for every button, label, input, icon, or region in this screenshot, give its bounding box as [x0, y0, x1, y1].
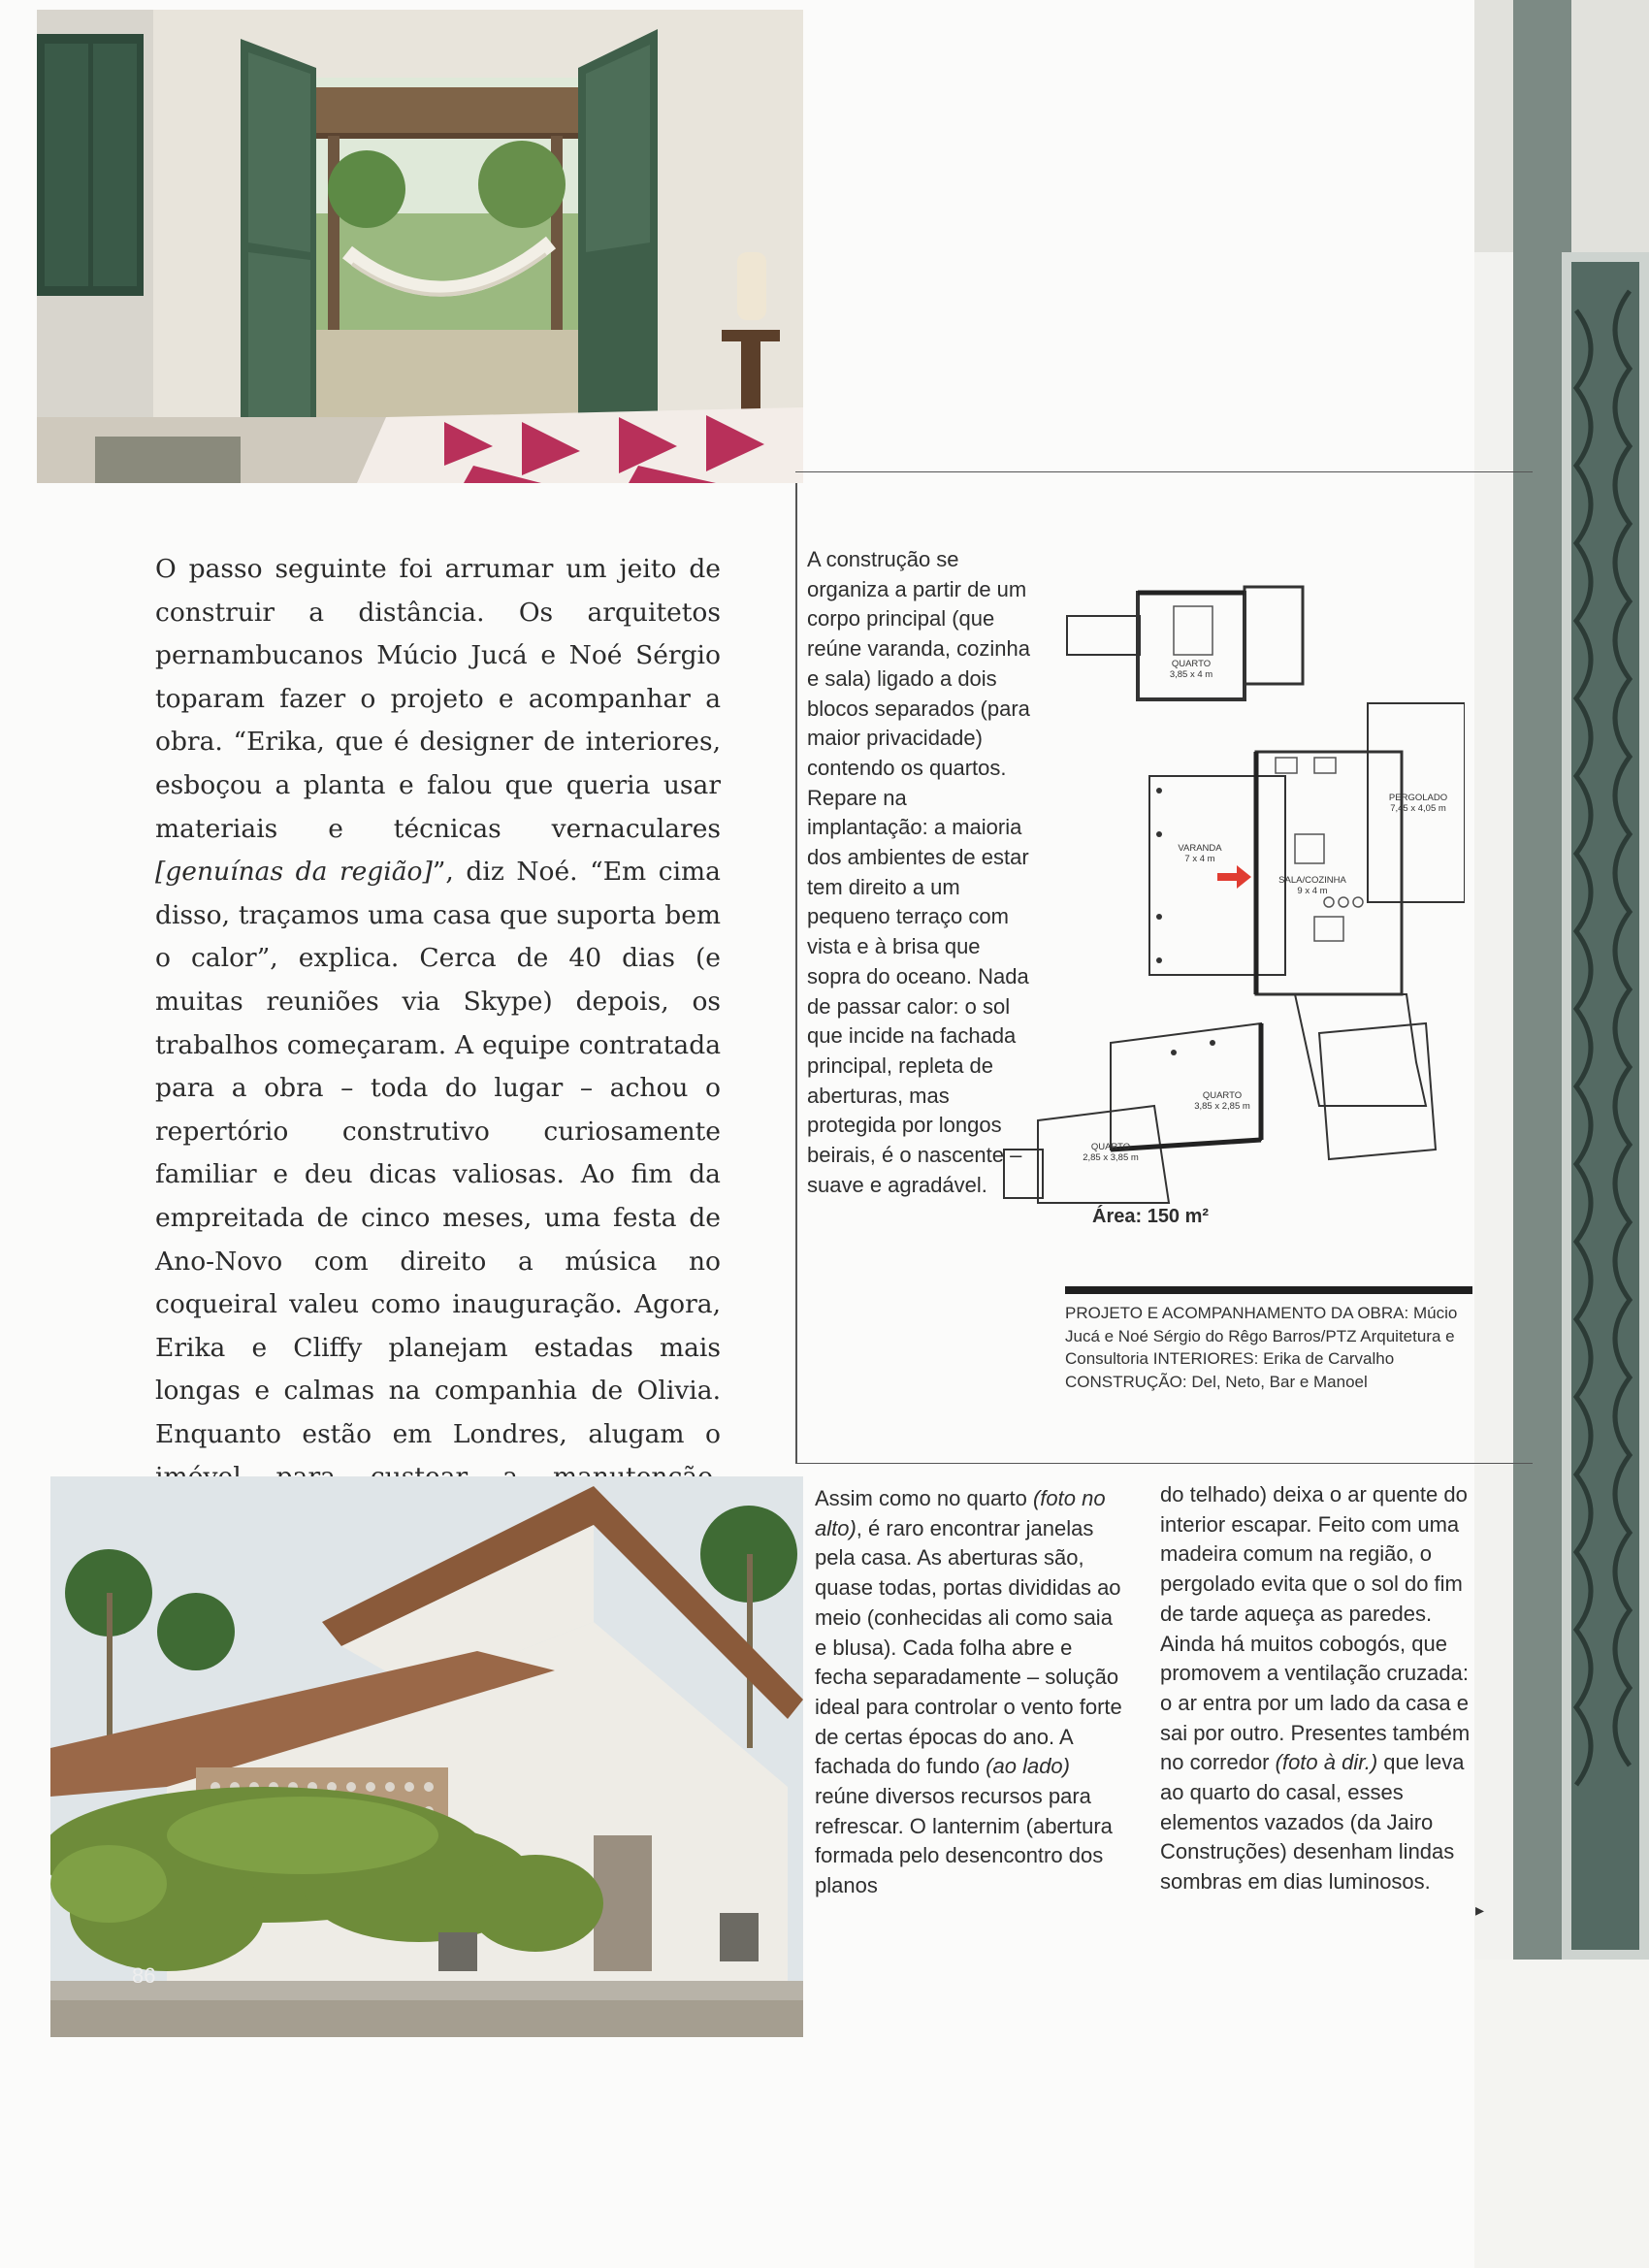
plan-label-pergolado-size: 7,45 x 4,05 m — [1390, 803, 1446, 814]
column-2-italic1: (foto à dir.) — [1275, 1750, 1378, 1775]
plan-quarto-top — [1138, 593, 1245, 699]
text-column-1 — [815, 1484, 1130, 1901]
plan-label-quarto-1-size: 3,85 x 4 m — [1169, 669, 1213, 680]
credits-project-text: Múcio Jucá e Noé Sérgio do Rêgo Barros/PTZ Arquitetura e Consultoria — [1065, 1304, 1458, 1368]
continue-arrow-icon: ▸ — [1475, 1900, 1485, 1921]
plan-label-quarto-1-name: QUARTO — [1171, 659, 1212, 669]
column-2-paragraph — [1160, 1480, 1471, 1897]
column-2-part2: que leva ao quarto do casal, esses elementos vazados (da Jairo Construções) desenham lindas sombras em dias luminosos. — [1160, 1750, 1465, 1895]
column-1-italic1: (foto no alto) — [815, 1486, 1106, 1540]
plan-label-quarto-3-size: 2,85 x 3,85 m — [1083, 1152, 1139, 1163]
bottom-photo-facade — [50, 1476, 803, 2037]
main-paragraph — [155, 548, 721, 1586]
top-photo-bedroom — [37, 10, 803, 483]
plan-label-pergolado-name: PERGOLADO — [1388, 793, 1448, 803]
plan-entrance-arrow — [1217, 865, 1251, 889]
plan-sala-cozinha — [1256, 752, 1402, 994]
plan-box-bottom-rule — [795, 1463, 1533, 1464]
plan-note-text: A construção se organiza a partir de um corpo principal (que reúne varanda, cozinha e sala) ligado a dois blocos separados (para maior privacidade) contendo os quartos. Repare na implantação: a maioria dos ambientes de estar tem direito a um pequeno terraço com vista e à brisa que sopra do oceano. Nada de passar calor: o sol que incide na fachada principal, repleta de aberturas, mas protegida por longos beirais, é o nascente – suave e agradável. — [807, 547, 1030, 1197]
floor-plan-drawing — [999, 567, 1465, 1208]
column-1-part1: Assim como no quarto — [815, 1486, 1033, 1510]
plan-box-top-rule — [795, 471, 1533, 472]
plan-label-sala-size: 9 x 4 m — [1297, 886, 1328, 896]
column-1-italic2: (ao lado) — [986, 1754, 1070, 1779]
plan-area-label: Área: 150 m² — [1092, 1206, 1210, 1227]
main-paragraph-part2: ”, diz Noé. “Em cima disso, traçamos uma casa que suporta bem o calor”, explica. Cerca de 40 dias (e muitas reuniões via Skype) depois, os trabalhos começaram. A equipe contratada para a obra – toda do lugar – achou o repertório construtivo curiosamente familiar e deu dicas valiosas. Ao fim da empreitada de cinco meses, uma festa de Ano-Novo com direito a música no coqueiral valeu como inauguração. Agora, Erika e Cliffy planejam estadas mais longas e calmas na companhia de Olivia. Enquanto estão em Londres, alugam o — [155, 857, 721, 1449]
main-paragraph-part1: O passo seguinte foi arrumar um jeito de construir a distância. Os arquitetos pernambucanos Múcio Jucá e Noé Sérgio toparam fazer o projeto e acompanhar a obra. “Erika, que é designer de interiores, esboçou a planta e falou que queria usar materiais e técnicas vernaculares — [155, 554, 721, 844]
column-1-part3: reúne diversos recursos para refrescar. O lanternim (abertura formada pelo desencontro dos planos — [815, 1784, 1113, 1898]
credits-interiors-lead: INTERIORES: — [1152, 1349, 1259, 1368]
text-column-2 — [1160, 1480, 1471, 1897]
credits-construction-lead: CONSTRUÇÃO: — [1065, 1372, 1187, 1391]
credits-interiors-text: Erika de Carvalho — [1258, 1349, 1395, 1368]
main-article-text — [155, 548, 721, 1586]
plan-label-quarto-3-name: QUARTO — [1090, 1142, 1131, 1152]
column-2-part1: do telhado) deixa o ar quente do interior escapar. Feito com uma madeira comum na região, o pergolado evita que o sol do fim de tarde aqueça as paredes. Ainda há muitos cobogós, que promovem a ventilação cruzada: o ar entra por um lado da casa e sai por outro. Presentes também no corredor — [1160, 1482, 1471, 1775]
credits-rule — [1065, 1286, 1472, 1294]
plan-label-quarto-2-size: 3,85 x 2,85 m — [1194, 1101, 1250, 1112]
plan-quarto-mid — [1111, 1023, 1261, 1150]
column-1-paragraph — [815, 1484, 1130, 1901]
column-1-part2: , é raro encontrar janelas pela casa. As aberturas são, quase todas, portas divididas ao meio (conhecidas ali como saia e blusa). Cada folha abre e fecha separadamente – solução ideal para controlar o vento forte de certas épocas do ano. A fachada do fundo — [815, 1515, 1122, 1779]
corridor-illustration — [1474, 0, 1649, 2268]
plan-label-varanda-size: 7 x 4 m — [1184, 854, 1215, 864]
bedroom-illustration — [37, 10, 803, 483]
plan-label-quarto-2-name: QUARTO — [1202, 1090, 1243, 1101]
plan-label-varanda-name: VARANDA — [1178, 843, 1222, 854]
plan-side-note — [807, 545, 1030, 1200]
facade-illustration — [50, 1476, 803, 2037]
floor-plan — [999, 567, 1465, 1208]
column-divider — [795, 483, 797, 1463]
page-number: 86 — [132, 1963, 156, 1988]
plan-label-sala-name: SALA/COZINHA — [1278, 875, 1346, 886]
project-credits — [1065, 1302, 1472, 1393]
main-paragraph-italic: [genuínas da região] — [155, 857, 433, 888]
credits-construction-text: Del, Neto, Bar e Manoel — [1186, 1372, 1368, 1391]
right-photo-corridor — [1474, 0, 1649, 2268]
credits-project-lead: PROJETO E ACOMPANHAMENTO DA OBRA: — [1065, 1304, 1409, 1322]
